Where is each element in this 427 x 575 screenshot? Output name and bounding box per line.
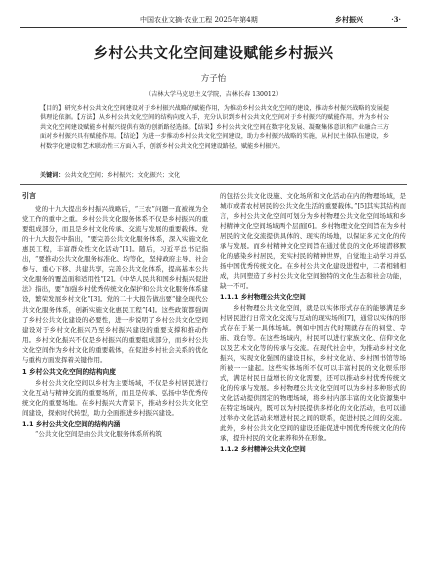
body-column-right (220, 191, 406, 571)
keywords-label: 关键词： (40, 172, 65, 179)
subsection-heading-1-1: 1.1 乡村公共文化空间的结构内涵 (22, 420, 121, 429)
abstract-text: 【目的】研究乡村公共文化空间建设对于乡村振兴战略的赋能作用，为推动乡村公共文化空间的建设，推动乡村振兴战略的发展提供理论依据。【方法】从乡村公共文化空间的结构向度入手，充分认识到乡村公共文化空间对于乡村振兴的赋能作用，并为乡村公共文化空间建设赋能乡村振兴提供有效的创新路径选择。【结果】乡村公共文化空间在数字化发展、凝聚集体意识和产业融合三方面对乡村振兴具有赋能作用。【结论】为进一步推动乡村公共文化空间建设，助力乡村振兴战略的实施，从村民主体队伍建设，乡村数字化建设和艺术联动性三方面入手，创新乡村公共文化空间建设路径，赋能乡村振兴。 (40, 105, 389, 150)
intro-paragraph: 党的十九大提出乡村振兴战略后，“三农”问题一直被视为全党工作的重中之重。乡村公共文化服务体系不仅是乡村振兴的重要组成部分，而且是乡村文化传承、交流与发展的重要载体。党的十九大报告中指出，“要完善公共文化服务体系，深入实施文化惠民工程，丰富群众性文化活动”[1]。随后，习近平总书记指出，“要推动公共文化服务标准化、均等化，坚持政府主导、社会参与、重心下移、共建共享，完善公共文化体系，提高基本公共文化服务的覆盖面和适用性”[2]。《中华人民共和国乡村振兴促进法》指出，要“加强乡村优秀传统文化保护和公共文化服务体系建设，繁荣发展乡村文化”[3]。党的二十大报告做出要“健全现代公共文化服务体系，创新实施文化惠民工程”[4]。这些政策都强调了乡村公共文化建设的必要性，进一步说明了乡村公共文化空间建设对于乡村文化振兴乃至乡村振兴建设的重要支撑和推动作用。乡村文化振兴不仅是乡村振兴的重要组成部分，而乡村公共文化空间作为乡村文化的重要载体，在促进乡村社会关系的优化与重构方面发挥着关键作用。 (22, 205, 208, 364)
intro-heading: 引言 (22, 191, 36, 200)
author-name: 方子怡 (200, 74, 227, 84)
keywords-text: 公共文化空间；乡村振兴；文化振兴；文化 (64, 172, 181, 179)
section-heading-1: 1 乡村公共文化空间的结构向度 (22, 367, 116, 376)
section-1-paragraph: 乡村公共文化空间以乡村为主要场域，不仅是乡村居民进行文化互动与精神交流的重要场所，而且是传承、弘扬中华优秀传统文化的重要场地。在乡村振兴大背景下，推动乡村公共文化空间建设，探索时代转型，助力全面推进乡村振兴建设。 (22, 378, 208, 417)
subsection-1-1-paragraph: “公共文化空间是由公共文化服务体系所构筑 (35, 430, 162, 439)
subsection-1-1-continued: 的包括公共文化设施、文化场所和文化活动在内的物理场域，是城市或者农村居民的公共文化生活的重要载体。”[5]其实其结构而言，乡村公共文化空间可划分为乡村物理公共文化空间场域和乡村精神文化空间场域两个层面[6]。乡村物理文化空间旨在为乡村居民的文化交流提供具体的、现实的场地，以保证多元文化的传承与发展。而乡村精神文化空间旨在通过优良的文化环境潜移默化的感染乡村居民，充实村民的精神世界，自觉地主动学习并弘扬中国优秀传统文化。在乡村公共文化建设进程中，二者相辅相成，共同塑造了乡村公共文化空间独特的文化生态和社会功能，缺一不可。 (220, 192, 406, 291)
keywords (40, 171, 389, 180)
header-rule (20, 27, 407, 28)
journal-name: 中国农业文摘·农业工程 2025年第4期 (140, 16, 258, 24)
page-number: ·3· (391, 15, 401, 24)
running-header (20, 14, 407, 28)
section-name: 乡村振兴 (335, 15, 363, 24)
subsection-heading-1-1-2: 1.1.2 乡村精神公共文化空间 (220, 445, 306, 454)
article-title: 乡村公共文化空间建设赋能乡村振兴 (93, 46, 334, 62)
abstract (40, 104, 389, 151)
author-affiliation: （吉林大学马克思主义学院，吉林长春 130012） (145, 91, 282, 98)
subsection-heading-1-1-1: 1.1.1 乡村物理公共文化空间 (220, 293, 306, 302)
abstract-divider (20, 184, 407, 185)
body-column-left (22, 191, 208, 571)
subsection-1-1-1-paragraph: 乡村物理公共文化空间，就是以实体形式存在的能够满足乡村居民进行日常文化交流与互动的现实场所[7]，通常以实体的形式存在于某一具体场域。例如中国古代时期就存在的祠堂、寺庙、戏台等。在这些场域内，村民可以进行家族文化、信仰文化以及艺术文化等的传承与交流。在现代社会中，为推动乡村文化振兴，实现文化强国的建设目标，乡村文化站、乡村图书馆等场所被一一建起。这些实体场所不仅可以丰富村民的文化娱乐形式，满足村民日益增长的文化需要，还可以推动乡村优秀传统文化的传承与发展。乡村物理公共文化空间可以为乡村多种形式的文化活动提供固定的物理场域，将乡村内部丰富的文化资源集中在特定场域内，既可以为村民提供多样化的文化活动，也可以通过举办文化活动来增进村民之间的联系，促进村民之间的交流。此外，乡村公共文化空间的建设还能促进中国优秀传统文化的传承，提升村民的文化素养和外在形象。 (220, 303, 406, 443)
